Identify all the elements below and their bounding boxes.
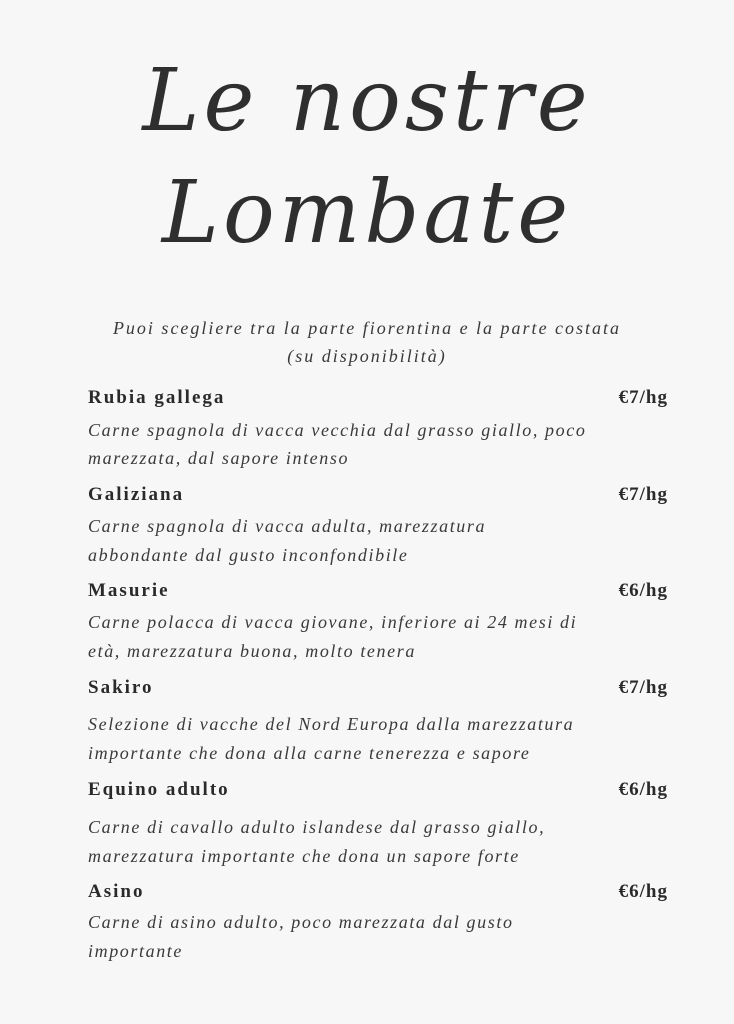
menu-title-line-2: Lombate	[161, 163, 573, 263]
item-desc-equino-adulto-line-2: marezzatura importante che dona un sapore forte	[88, 846, 520, 866]
item-price-equino-adulto: €6/hg	[618, 779, 668, 800]
item-price-masurie: €6/hg	[618, 580, 668, 601]
item-desc-equino-adulto-line-1: Carne di cavallo adulto islandese dal grasso giallo,	[88, 817, 546, 837]
item-desc-masurie-line-1: Carne polacca di vacca giovane, inferiore ai 24 mesi di	[88, 612, 578, 632]
item-desc-galiziana-line-2: abbondante dal gusto inconfondibile	[88, 545, 409, 565]
item-desc-sakiro-line-1: Selezione di vacche del Nord Europa dalla marezzatura	[88, 714, 575, 734]
item-desc-rubia-gallega-line-2: marezzata, dal sapore intenso	[88, 448, 350, 468]
subtitle-line-1: Puoi scegliere tra la parte fiorentina e la parte costata	[112, 318, 622, 338]
item-name-masurie: Masurie	[88, 580, 170, 601]
item-price-asino: €6/hg	[618, 881, 668, 902]
item-name-sakiro: Sakiro	[88, 677, 154, 698]
subtitle-line-2: (su disponibilità)	[287, 346, 447, 366]
item-price-rubia-gallega: €7/hg	[618, 387, 668, 408]
item-price-galiziana: €7/hg	[618, 484, 668, 505]
menu-title-line-1: Le nostre	[142, 51, 592, 151]
item-desc-asino-line-1: Carne di asino adulto, poco marezzata dal gusto	[88, 912, 514, 932]
item-desc-asino-line-2: importante	[88, 941, 183, 961]
item-desc-sakiro-line-2: importante che dona alla carne tenerezza e sapore	[88, 743, 531, 763]
item-name-rubia-gallega: Rubia gallega	[88, 387, 226, 408]
item-name-equino-adulto: Equino adulto	[88, 779, 230, 800]
item-name-galiziana: Galiziana	[88, 484, 185, 505]
item-desc-rubia-gallega-line-1: Carne spagnola di vacca vecchia dal grasso giallo, poco	[88, 420, 587, 440]
item-desc-masurie-line-2: età, marezzatura buona, molto tenera	[88, 641, 416, 661]
item-name-asino: Asino	[88, 881, 145, 902]
item-price-sakiro: €7/hg	[618, 677, 668, 698]
item-desc-galiziana-line-1: Carne spagnola di vacca adulta, marezzatura	[88, 516, 487, 536]
